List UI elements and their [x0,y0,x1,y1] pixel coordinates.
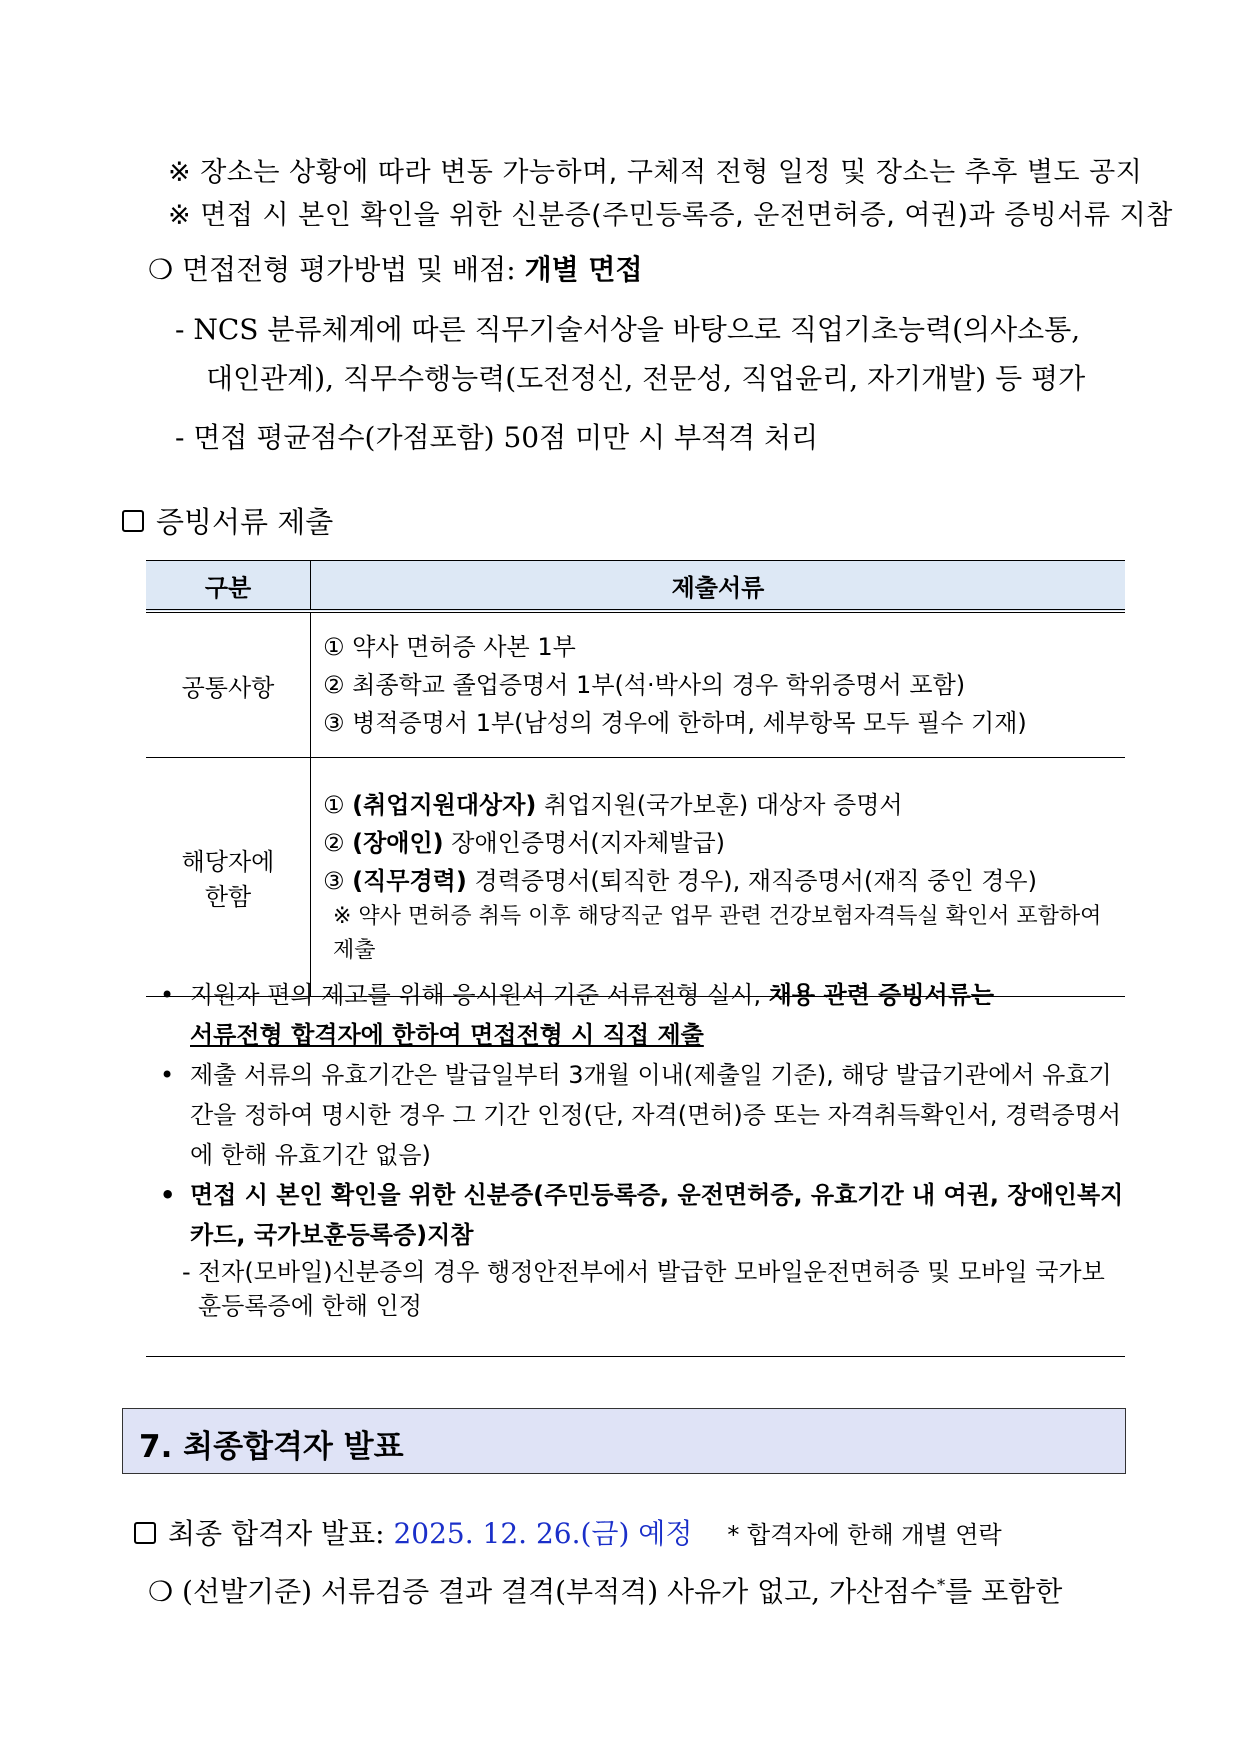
venue-notice: ※ 장소는 상황에 따라 변동 가능하며, 구체적 전형 일정 및 장소는 추후 별도 공지 [168,157,1143,188]
sub-item: - 전자(모바일)신분증의 경우 행정안전부에서 발급한 모바일운전면허증 및 모바일 국가보훈등록증에 한해 인정 [146,1255,1125,1323]
common-items [311,611,1126,758]
interview-eval-heading [148,248,643,288]
list-item: ③ 병적증명서 1부(남성의 경우에 한하며, 세부항목 모두 필수 기재) [323,709,1027,737]
docs-table [146,560,1125,997]
list-item: ① (취업지원대상자) 취업지원(국가보훈) 대상자 증명서 [323,791,903,819]
table-row [146,611,1125,758]
interview-eval-method: 개별 면접 [524,253,643,286]
docs-section-heading [122,500,333,541]
selection-criteria: ❍ (선발기준) 서류검증 결과 결격(부적격) 사유가 없고, 가산점수*를 포함한 [148,1575,1063,1608]
interview-eval-label: ❍ 면접전형 평가방법 및 배점: [148,253,525,286]
announce-note: * 합격자에 한해 개별 연락 [727,1521,1002,1549]
table-footnote: ※ 약사 면허증 취득 이후 해당직군 업무 관련 건강보험자격득실 확인서 포함하여 제출 [333,904,1102,963]
final-announce-line [134,1512,1002,1552]
bullet-item: • 지원자 편의 제고를 위해 응시원서 기준 서류전형 실시, 채용 관련 증빙서류는 서류전형 합격자에 한하여 면접전형 시 직접 제출 [146,975,1125,1055]
applicable-label-line2: 한함 [204,883,252,911]
bullet-item: • 제출 서류의 유효기간은 발급일부터 3개월 이내(제출일 기준), 해당 발급기관에서 유효기간을 정하여 명시한 경우 그 기간 인정(단, 자격(면허)증 또는 자격취득확인서, 경력증명서에 한해 유효기간 없음) [146,1055,1125,1175]
applicable-label [146,758,311,997]
common-label: 공통사항 [146,611,311,758]
interview-eval-dash1-cont: 대인관계), 직무수행능력(도전정신, 전문성, 직업윤리, 자기개발) 등 평가 [206,362,1086,395]
list-item: ① 약사 면허증 사본 1부 [323,633,576,661]
announce-date: 2025. 12. 26.(금) 예정 [393,1517,693,1550]
list-item: ② (장애인) 장애인증명서(지자체발급) [323,829,726,857]
section-header-box [122,1408,1126,1474]
applicable-items [311,758,1126,997]
list-item: ② 최종학교 졸업증명서 1부(석·박사의 경우 학위증명서 포함) [323,671,966,699]
table-header-row [146,561,1125,612]
interview-eval-dash1: - NCS 분류체계에 따른 직무기술서상을 바탕으로 직업기초능력(의사소통, [175,313,1081,346]
docs-section-title: 증빙서류 제출 [156,505,334,539]
square-bullet-icon [134,1522,156,1544]
section-title: 7. 최종합격자 발표 [139,1429,404,1465]
table-header-category: 구분 [146,561,311,612]
announce-label: 최종 합격자 발표: [168,1517,394,1550]
list-item: ③ (직무경력) 경력증명서(퇴직한 경우), 재직증명서(재직 중인 경우) [323,867,1037,895]
table-row [146,758,1125,997]
divider [146,1356,1125,1357]
interview-eval-dash2: - 면접 평균점수(가점포함) 50점 미만 시 부적격 처리 [175,421,819,454]
bullet-item: • 면접 시 본인 확인을 위한 신분증(주민등록증, 운전면허증, 유효기간 내 여권, 장애인복지카드, 국가보훈등록증)지참 [146,1175,1125,1255]
docs-bullets [146,975,1125,1323]
square-bullet-icon [122,510,144,532]
table-header-documents: 제출서류 [311,561,1126,612]
applicable-label-line1: 해당자에 [181,848,275,876]
underlined-text: 서류전형 합격자에 한하여 면접전형 시 직접 제출 [190,1021,704,1049]
id-notice: ※ 면접 시 본인 확인을 위한 신분증(주민등록증, 운전면허증, 여권)과 증빙서류 지참 [168,200,1173,231]
